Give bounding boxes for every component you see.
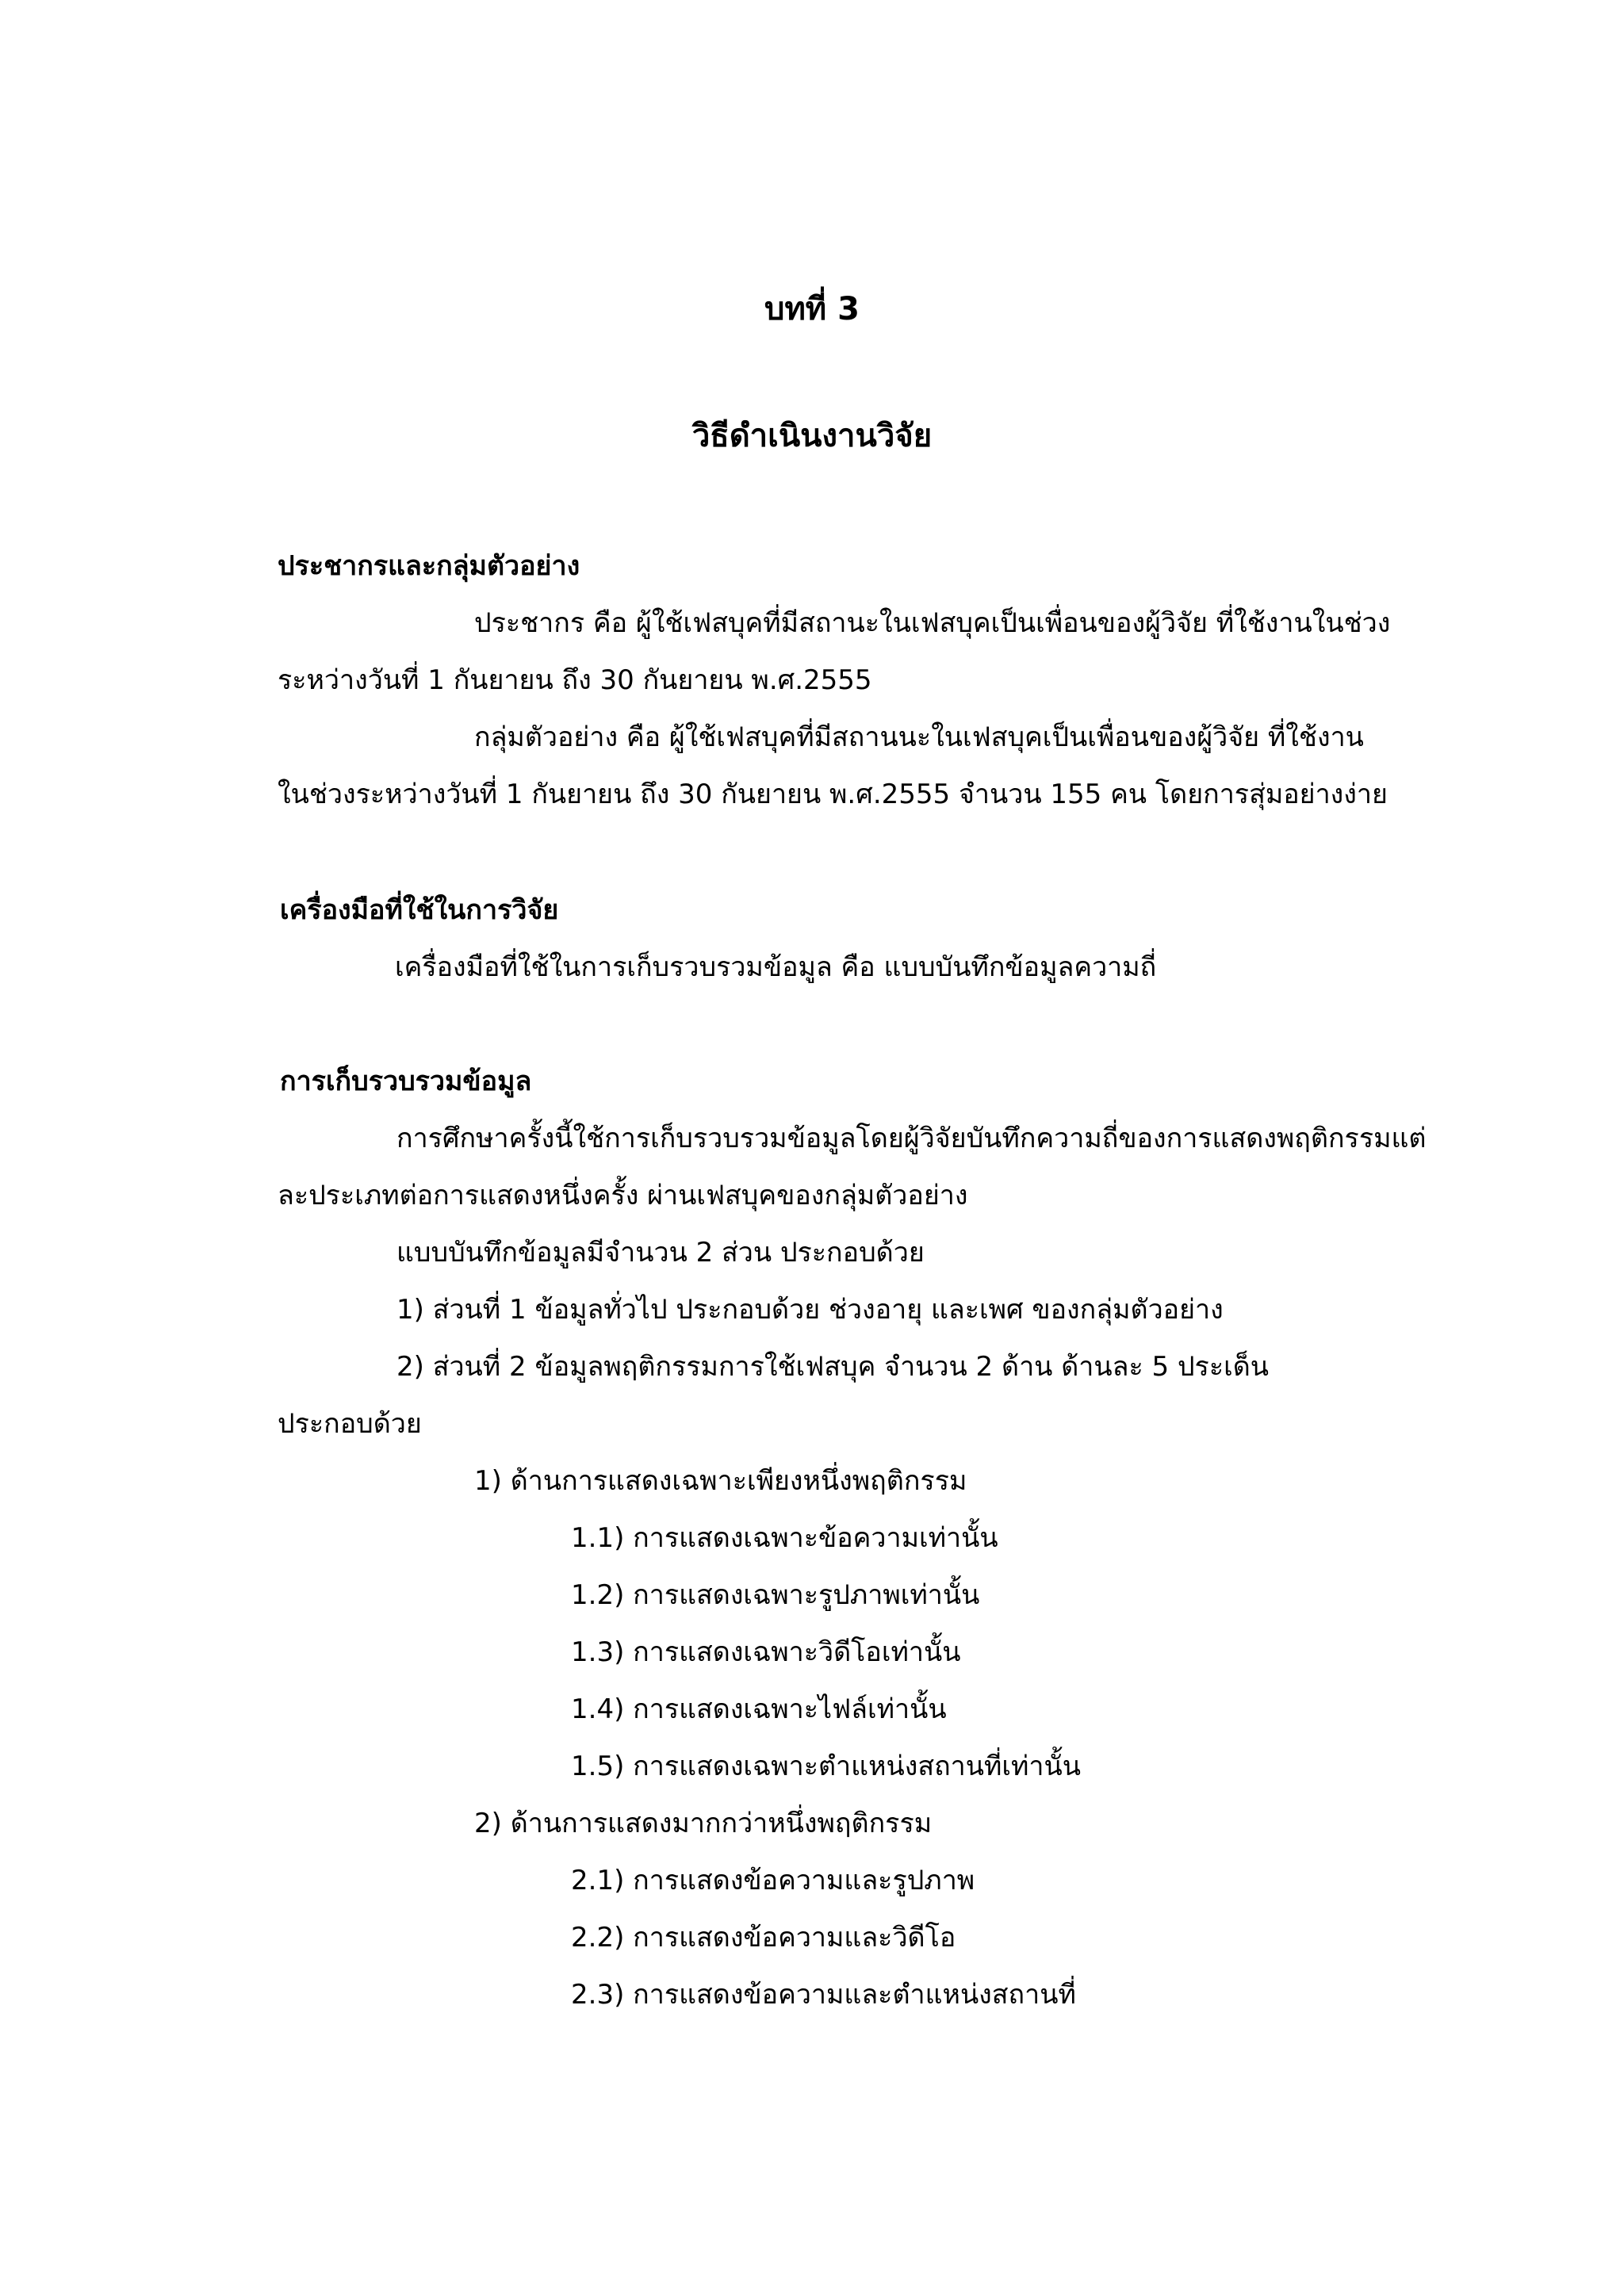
list-item: 1.3) การแสดงเฉพาะวิดีโอเท่านั้น — [571, 1636, 961, 1668]
paragraph-line: ละประเภทต่อการแสดงหนึ่งครั้ง ผ่านเฟสบุคของกลุ่มตัวอย่าง — [278, 1180, 968, 1211]
list-item: 1.5) การแสดงเฉพาะตำแหน่งสถานที่เท่านั้น — [571, 1751, 1082, 1782]
paragraph-line: ประชากร คือ ผู้ใช้เฟสบุคที่มีสถานะในเฟสบุคเป็นเพื่อนของผู้วิจัย ที่ใช้งานในช่วง — [474, 607, 1391, 639]
paragraph-line: ในช่วงระหว่างวันที่ 1 กันยายน ถึง 30 กันยายน พ.ศ.2555 จำนวน 155 คน โดยการสุ่มอย่างง่าย — [278, 779, 1388, 810]
list-item: 2.1) การแสดงข้อความและรูปภาพ — [571, 1865, 975, 1896]
list-item: 2) ส่วนที่ 2 ข้อมูลพฤติกรรมการใช้เฟสบุค จำนวน 2 ด้าน ด้านละ 5 ประเด็น — [396, 1351, 1270, 1383]
paragraph-line: การศึกษาครั้งนี้ใช้การเก็บรวบรวมข้อมูลโดยผู้วิจัยบันทึกความถี่ของการแสดงพฤติกรรมแต่ — [396, 1123, 1427, 1154]
paragraph-line: เครื่องมือที่ใช้ในการเก็บรวบรวมข้อมูล คือ แบบบันทึกข้อมูลความถี่ — [395, 951, 1157, 983]
list-item: 2.2) การแสดงข้อความและวิดีโอ — [571, 1922, 956, 1954]
list-item: 2) ด้านการแสดงมากกว่าหนึ่งพฤติกรรม — [474, 1808, 933, 1839]
list-item: 1.1) การแสดงเฉพาะข้อความเท่านั้น — [571, 1522, 998, 1554]
paragraph-line: แบบบันทึกข้อมูลมีจำนวน 2 ส่วน ประกอบด้วย — [396, 1237, 925, 1269]
list-item: 2.3) การแสดงข้อความและตำแหน่งสถานที่ — [571, 1979, 1076, 2011]
chapter-number: บทที่ 3 — [764, 291, 860, 327]
list-item: 1.2) การแสดงเฉพาะรูปภาพเท่านั้น — [571, 1579, 980, 1611]
chapter-title: วิธีดำเนินงานวิจัย — [691, 418, 933, 454]
section-heading-population: ประชากรและกลุ่มตัวอย่าง — [278, 550, 580, 582]
section-heading-instrument: เครื่องมือที่ใช้ในการวิจัย — [280, 894, 559, 926]
section-heading-collection: การเก็บรวบรวมข้อมูล — [280, 1066, 532, 1097]
list-item: 1) ด้านการแสดงเฉพาะเพียงหนึ่งพฤติกรรม — [474, 1465, 967, 1497]
list-item: 1.4) การแสดงเฉพาะไฟล์เท่านั้น — [571, 1693, 947, 1725]
paragraph-line: ประกอบด้วย — [278, 1408, 422, 1440]
list-item: 1) ส่วนที่ 1 ข้อมูลทั่วไป ประกอบด้วย ช่วงอายุ และเพศ ของกลุ่มตัวอย่าง — [396, 1294, 1224, 1326]
paragraph-line: กลุ่มตัวอย่าง คือ ผู้ใช้เฟสบุคที่มีสถานนะในเฟสบุคเป็นเพื่อนของผู้วิจัย ที่ใช้งาน — [474, 721, 1364, 753]
paragraph-line: ระหว่างวันที่ 1 กันยายน ถึง 30 กันยายน พ.ศ.2555 — [278, 664, 872, 696]
